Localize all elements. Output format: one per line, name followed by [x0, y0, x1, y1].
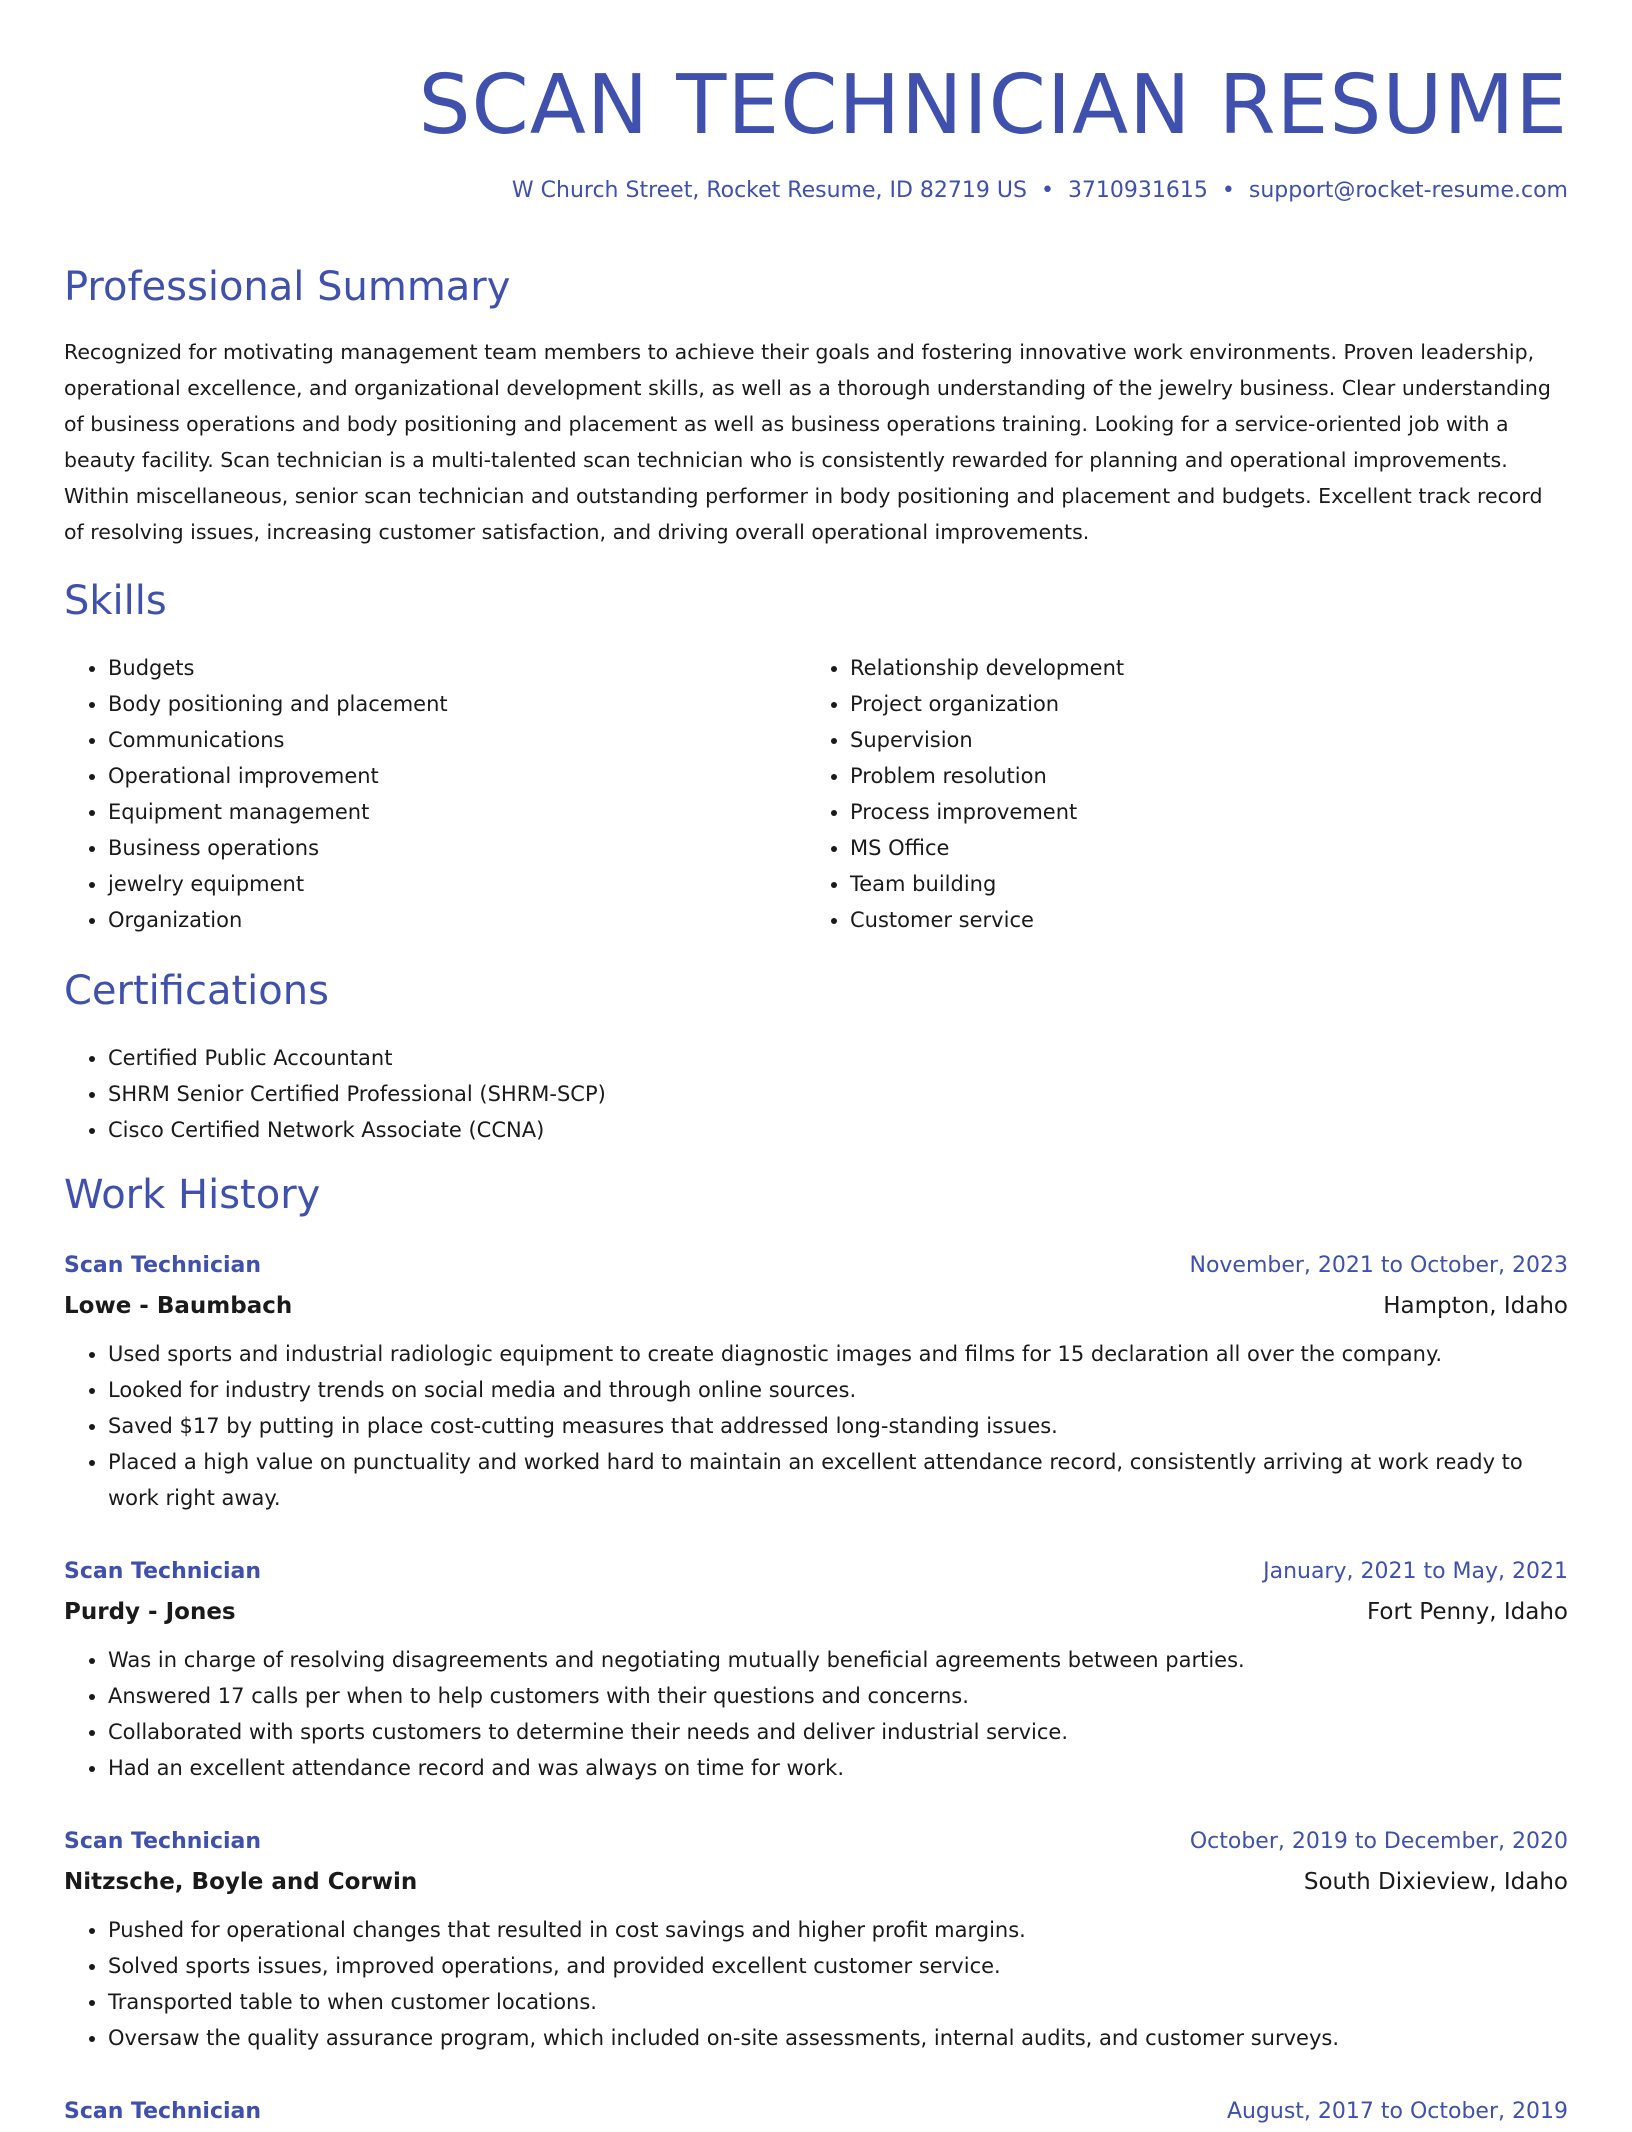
job-bullet: • Used sports and industrial radiologic equipment to create diagnostic images and films for 15 declaration all over the company.: [108, 1336, 1568, 1372]
skill-item: • Team building: [850, 866, 1590, 902]
skill-item: • MS Office: [850, 830, 1590, 866]
job-company: Purdy - Jones: [64, 1599, 236, 1625]
job-title: Scan Technician: [64, 1253, 262, 1278]
job-bullet: • Placed a high value on punctuality and worked hard to maintain an excellent attendance record, consistently arriving at work ready to work right away.: [108, 1444, 1568, 1516]
job-bullet: • Saved $17 by putting in place cost-cutting measures that addressed long-standing issues.: [108, 1408, 1568, 1444]
skill-item: • Communications: [108, 722, 848, 758]
certifications-list: [64, 1040, 1508, 1148]
job-dates: November, 2021 to October, 2023: [1189, 1253, 1568, 1278]
skill-item: • Customer service: [850, 902, 1590, 938]
skill-item: • Problem resolution: [850, 758, 1590, 794]
job-bullet: • Solved sports issues, improved operations, and provided excellent customer service.: [108, 1948, 1568, 1984]
skill-item: • Supervision: [850, 722, 1590, 758]
job-company: Nitzsche, Boyle and Corwin: [64, 1869, 418, 1895]
resume-title: SCAN TECHNICIAN RESUME: [418, 58, 1568, 153]
contact-phone: 3710931615: [1067, 178, 1208, 203]
job-location: Fort Penny, Idaho: [1367, 1599, 1568, 1625]
skill-item: • Business operations: [108, 830, 848, 866]
skill-item: • Project organization: [850, 686, 1590, 722]
job-bullet: • Transported table to when customer locations.: [108, 1984, 1568, 2020]
skill-item: • Organization: [108, 902, 848, 938]
skill-item: • Process improvement: [850, 794, 1590, 830]
job-bullets: [64, 1336, 1568, 1516]
contact-separator: •: [1040, 178, 1054, 203]
skill-item: • jewelry equipment: [108, 866, 848, 902]
job-title: Scan Technician: [64, 1829, 262, 1854]
job-bullet: • Answered 17 calls per when to help customers with their questions and concerns.: [108, 1678, 1568, 1714]
skill-item: • Relationship development: [850, 650, 1590, 686]
job-title: Scan Technician: [64, 2099, 262, 2124]
job-title: Scan Technician: [64, 1559, 262, 1584]
job-entry: [64, 1552, 1568, 1786]
job-entry: [64, 1246, 1568, 1516]
skill-item: • Operational improvement: [108, 758, 848, 794]
contact-separator: •: [1221, 178, 1235, 203]
skills-heading: Skills: [64, 578, 167, 624]
summary-heading: Professional Summary: [64, 264, 511, 310]
job-entry: [64, 1822, 1568, 2056]
job-dates: January, 2021 to May, 2021: [1263, 1559, 1568, 1584]
contact-line: [512, 178, 1568, 203]
job-dates: August, 2017 to October, 2019: [1226, 2099, 1568, 2124]
job-bullet: • Was in charge of resolving disagreements and negotiating mutually beneficial agreements between parties.: [108, 1642, 1568, 1678]
job-bullet: • Looked for industry trends on social media and through online sources.: [108, 1372, 1568, 1408]
job-bullet: • Collaborated with sports customers to determine their needs and deliver industrial service.: [108, 1714, 1568, 1750]
summary-text: Recognized for motivating management team members to achieve their goals and fostering innovative work environments. Proven leadership, operational excellence, and organizational development skills, as well as a thorough understanding of the jewelry business. Clear understanding of business operations and body positioning and placement as well as business operations training. Looking for a service-oriented job with a beauty facility. Scan technician is a multi-talented scan technician who is consistently rewarded for planning and operational improvements. Within miscellaneous, senior scan technician and outstanding performer in body positioning and placement and budgets. Excellent track record of resolving issues, increasing customer satisfaction, and driving overall operational improvements.: [64, 340, 1551, 544]
job-location: South Dixieview, Idaho: [1303, 1869, 1568, 1895]
skill-item: • Body positioning and placement: [108, 686, 848, 722]
certification-item: • Cisco Certified Network Associate (CCNA): [108, 1112, 1508, 1148]
contact-email[interactable]: support@rocket-resume.com: [1248, 178, 1568, 203]
certifications-heading: Certifications: [64, 968, 329, 1014]
skills-list-left: [64, 650, 848, 938]
certification-item: • Certified Public Accountant: [108, 1040, 1508, 1076]
job-bullet: • Pushed for operational changes that resulted in cost savings and higher profit margins.: [108, 1912, 1568, 1948]
work-history-heading: Work History: [64, 1172, 321, 1218]
skill-item: • Equipment management: [108, 794, 848, 830]
job-bullets: [64, 1912, 1568, 2056]
skills-list-right: [806, 650, 1590, 938]
job-entry: [64, 2092, 1568, 2132]
job-bullet: • Oversaw the quality assurance program, which included on-site assessments, internal audits, and customer surveys.: [108, 2020, 1568, 2056]
job-location: Hampton, Idaho: [1383, 1293, 1568, 1319]
job-bullet: • Had an excellent attendance record and was always on time for work.: [108, 1750, 1568, 1786]
contact-address: W Church Street, Rocket Resume, ID 82719 US: [511, 178, 1027, 203]
certification-item: • SHRM Senior Certified Professional (SHRM-SCP): [108, 1076, 1508, 1112]
skill-item: • Budgets: [108, 650, 848, 686]
job-dates: October, 2019 to December, 2020: [1189, 1829, 1568, 1854]
job-company: Lowe - Baumbach: [64, 1293, 293, 1319]
job-bullets: [64, 1642, 1568, 1786]
